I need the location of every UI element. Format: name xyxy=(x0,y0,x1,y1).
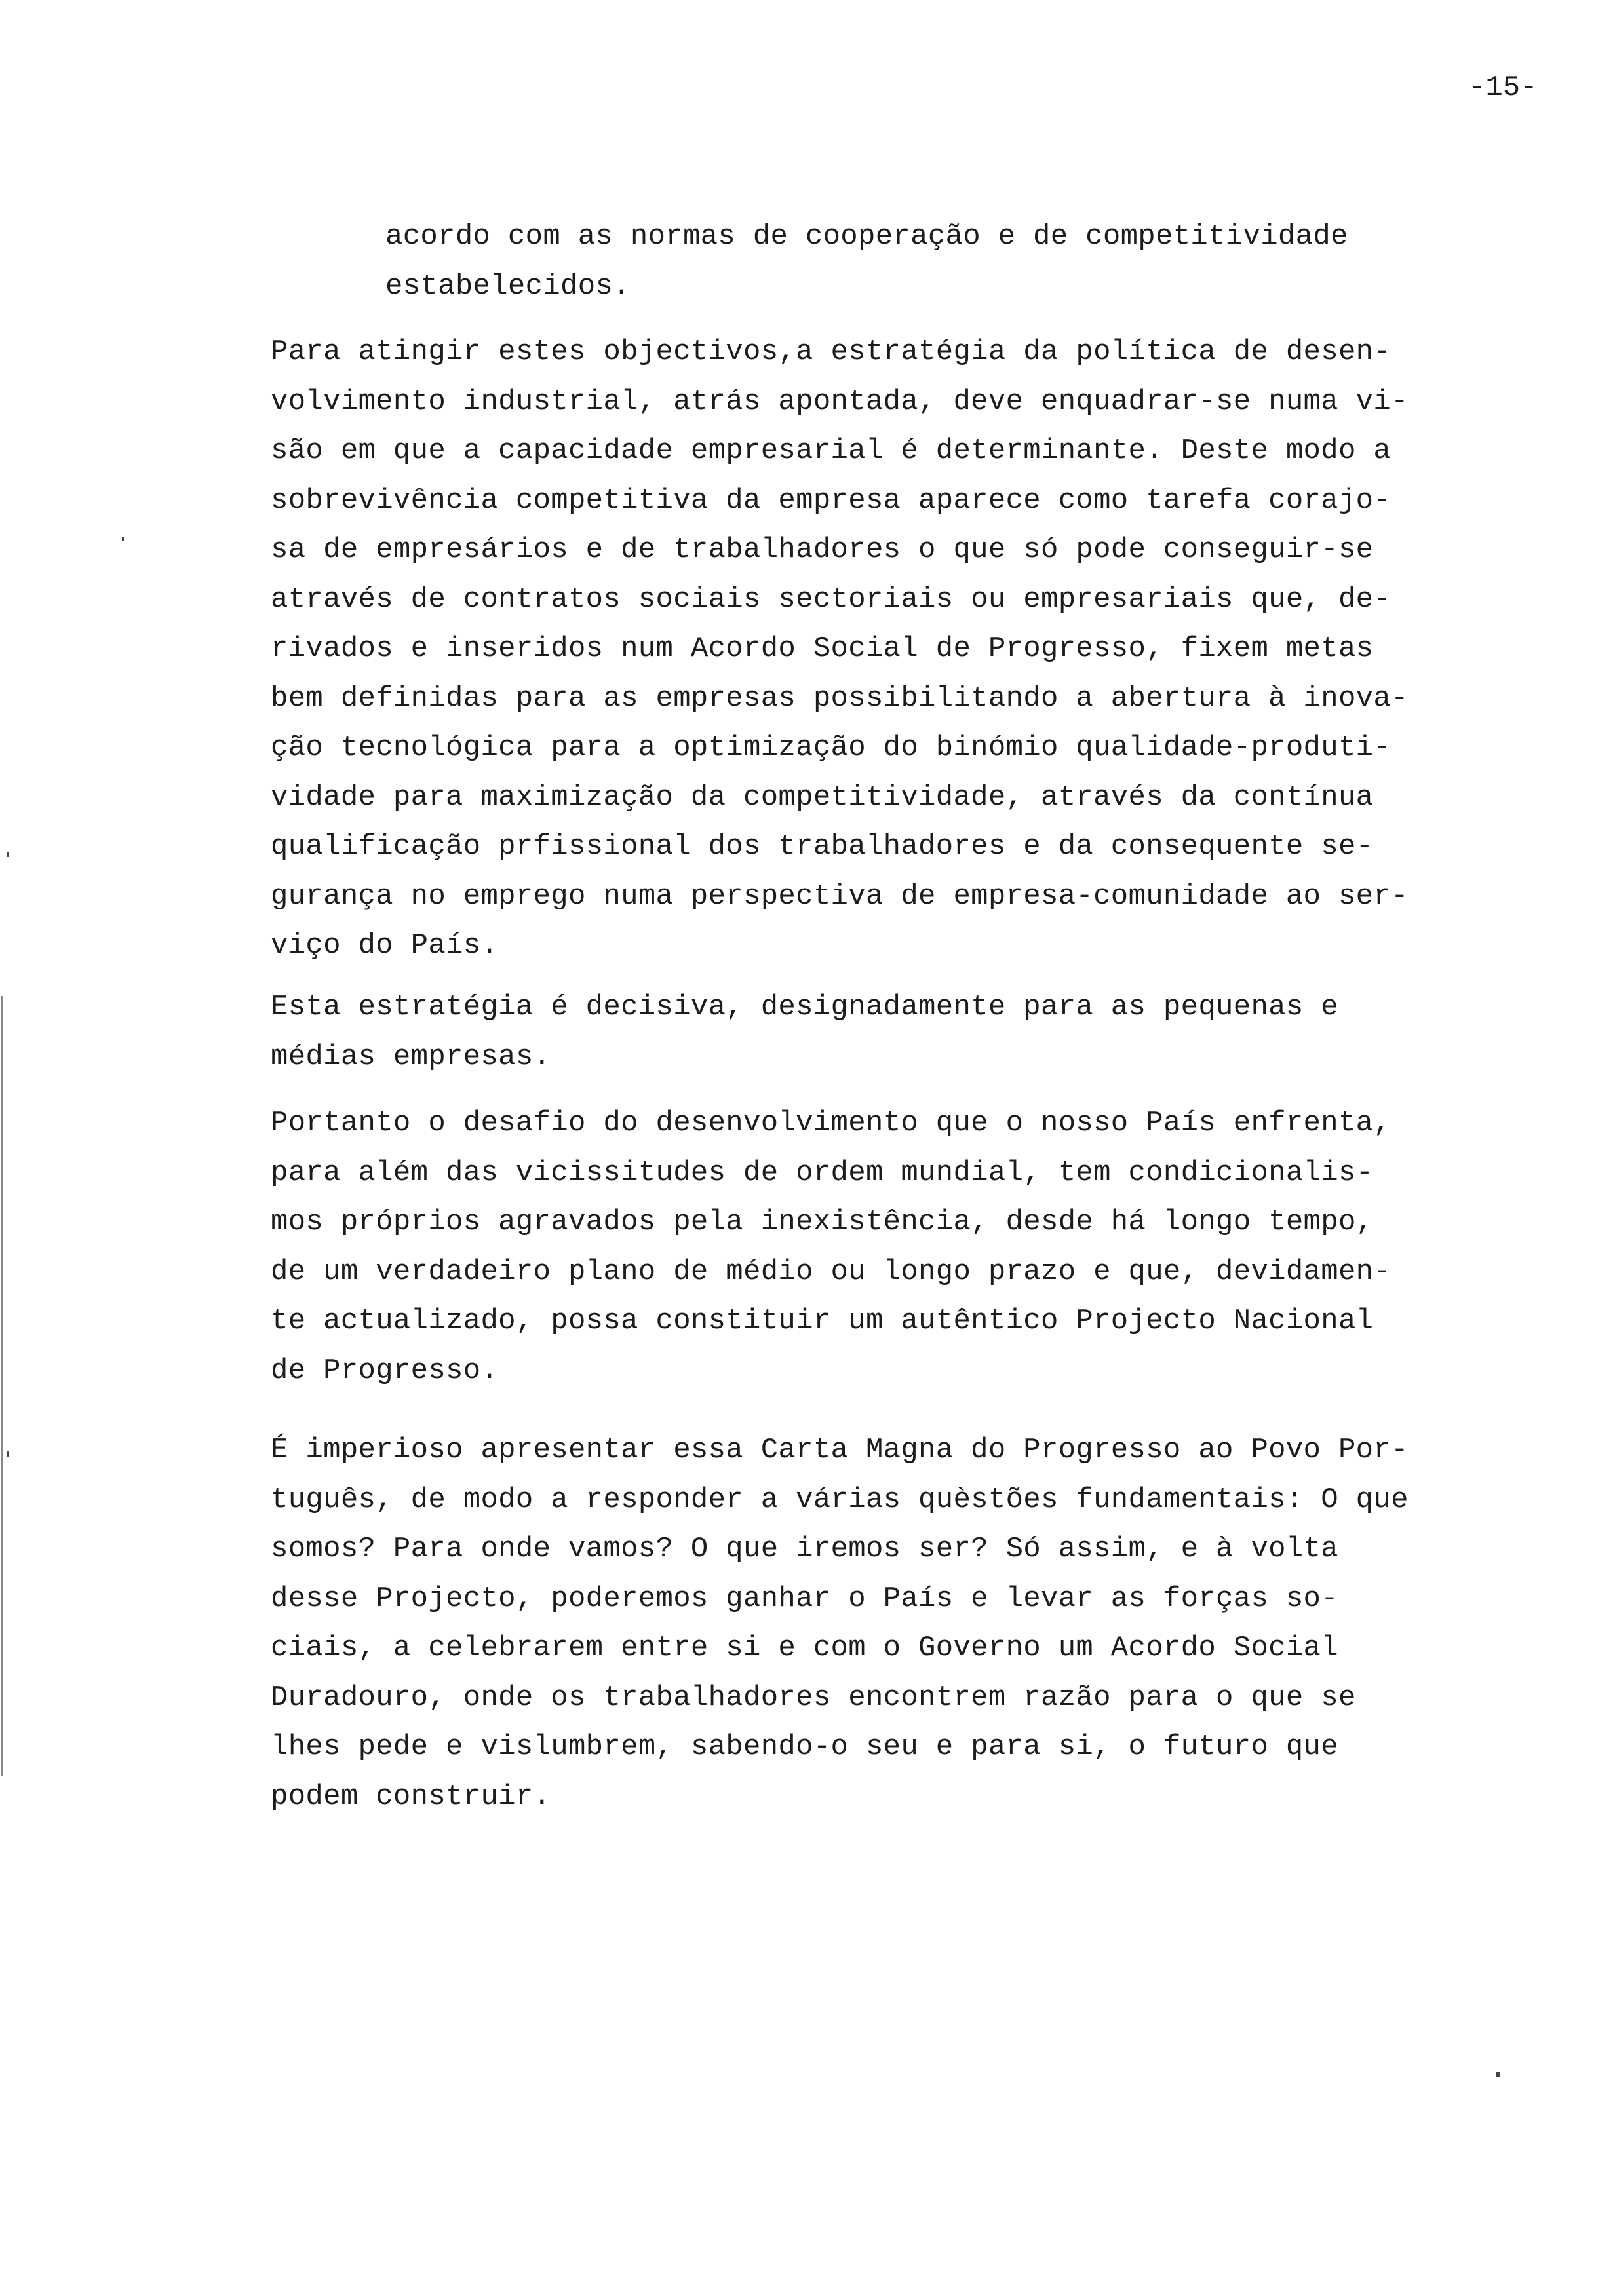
text-line: bem definidas para as empresas possibilitando a abertura à inova- xyxy=(271,681,1409,715)
scan-speck xyxy=(7,1451,9,1457)
text-line: através de contratos sociais sectoriais ou empresariais que, de- xyxy=(271,583,1391,616)
text-line: tuguês, de modo a responder a várias quèstões fundamentais: O que xyxy=(271,1483,1409,1516)
text-line: médias empresas. xyxy=(271,1040,551,1073)
text-line: É imperioso apresentar essa Carta Magna do Progresso ao Povo Por- xyxy=(271,1434,1409,1466)
text-line: Portanto o desafio do desenvolvimento que o nosso País enfrenta, xyxy=(271,1107,1391,1139)
text-line: sobrevivência competitiva da empresa aparece como tarefa corajo- xyxy=(271,484,1391,517)
text-line: Duradouro, onde os trabalhadores encontrem razão para o que se xyxy=(271,1681,1356,1714)
scan-edge-line xyxy=(1,996,3,1776)
text-line: estabelecidos. xyxy=(385,269,631,303)
paragraph-continuation xyxy=(385,212,1348,311)
text-line: de Progresso. xyxy=(271,1354,499,1387)
text-line: qualificação prfissional dos trabalhadores e da consequente se- xyxy=(271,830,1374,863)
text-line: somos? Para onde vamos? O que iremos ser? Só assim, e à volta xyxy=(271,1533,1338,1565)
text-line: são em que a capacidade empresarial é determinante. Deste modo a xyxy=(271,434,1391,467)
paragraph-strategy xyxy=(271,328,1409,971)
paragraph-challenge xyxy=(271,1099,1391,1396)
scan-speck xyxy=(1496,2072,1500,2077)
text-line: viço do País. xyxy=(271,929,499,962)
text-line: vidade para maximização da competitividade, através da contínua xyxy=(271,780,1374,814)
text-line: ção tecnológica para a optimização do binómio qualidade-produti- xyxy=(271,731,1391,764)
text-line: acordo com as normas de cooperação e de competitividade xyxy=(385,220,1348,253)
text-line: podem construir. xyxy=(271,1780,551,1813)
text-line: sa de empresários e de trabalhadores o que só pode conseguir-se xyxy=(271,533,1374,566)
page-number: -15- xyxy=(1468,71,1538,104)
text-line: te actualizado, possa constituir um autêntico Projecto Nacional xyxy=(271,1305,1374,1337)
paragraph-decisive xyxy=(271,983,1338,1082)
scan-speck xyxy=(7,852,9,857)
text-line: mos próprios agravados pela inexistência, desde há longo tempo, xyxy=(271,1206,1374,1238)
text-line: rivados e inseridos num Acordo Social de Progresso, fixem metas xyxy=(271,632,1374,665)
paragraph-carta-magna xyxy=(271,1426,1409,1822)
text-line: Para atingir estes objectivos,a estratégia da política de desen- xyxy=(271,335,1391,368)
text-line: para além das vicissitudes de ordem mundial, tem condicionalis- xyxy=(271,1156,1374,1189)
text-line: lhes pede e vislumbrem, sabendo-o seu e para si, o futuro que xyxy=(271,1731,1338,1763)
text-line: de um verdadeiro plano de médio ou longo prazo e que, devidamen- xyxy=(271,1255,1391,1288)
text-line: desse Projecto, poderemos ganhar o País e levar as forças so- xyxy=(271,1582,1338,1615)
scan-speck xyxy=(122,537,124,541)
text-line: gurança no emprego numa perspectiva de empresa-comunidade ao ser- xyxy=(271,879,1409,913)
text-line: volvimento industrial, atrás apontada, deve enquadrar-se numa vi- xyxy=(271,385,1409,418)
text-line: ciais, a celebrarem entre si e com o Governo um Acordo Social xyxy=(271,1632,1338,1664)
text-line: Esta estratégia é decisiva, designadamente para as pequenas e xyxy=(271,991,1338,1024)
